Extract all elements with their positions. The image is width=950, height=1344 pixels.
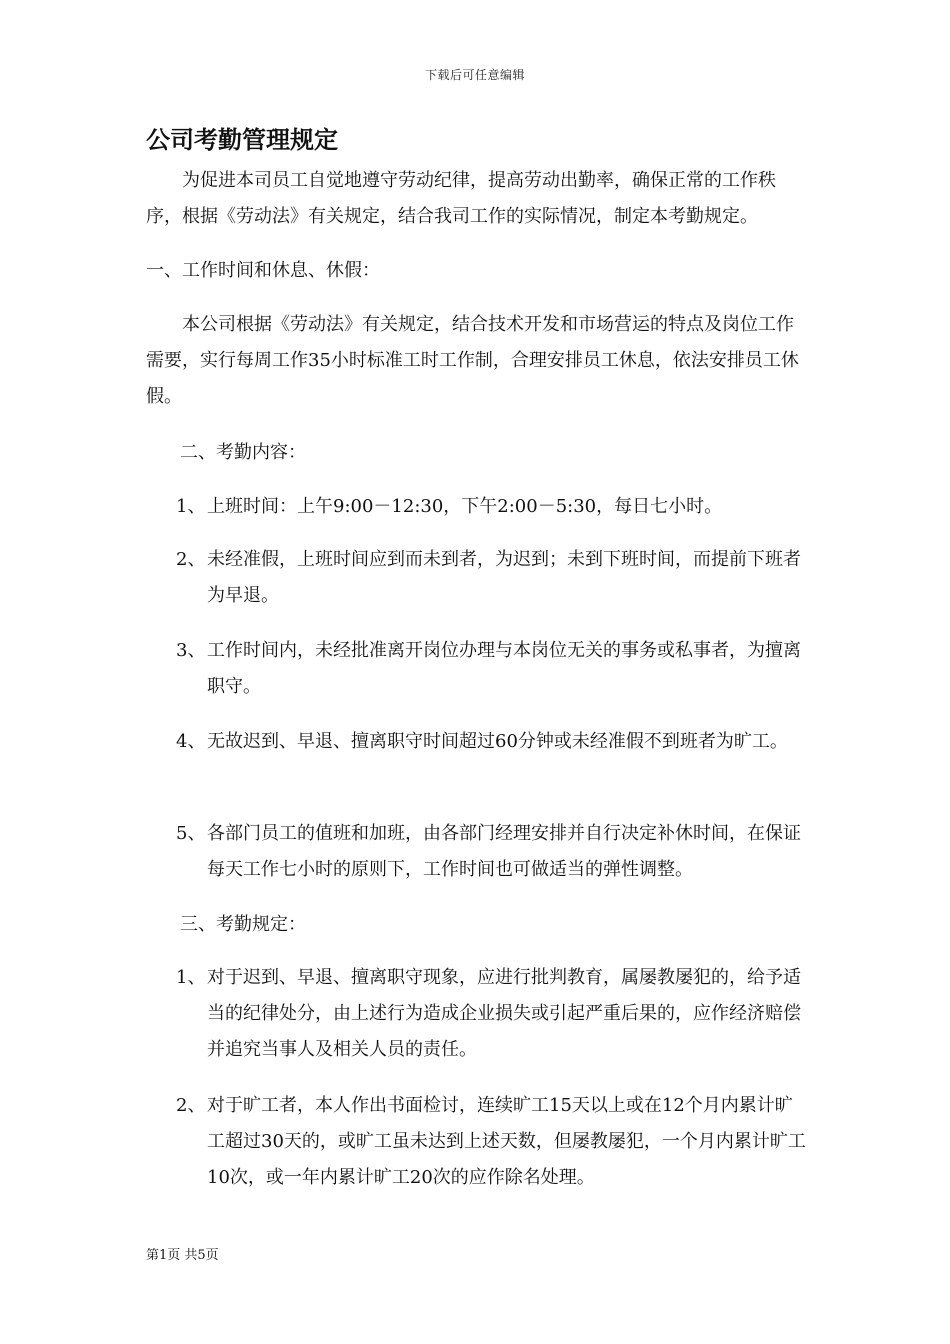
section-2-heading: 二、考勤内容： bbox=[180, 442, 306, 463]
section-3-heading: 三、考勤规定： bbox=[180, 914, 306, 935]
list-number: 4、 bbox=[176, 731, 206, 752]
list-number: 1、 bbox=[176, 496, 206, 517]
section-2-item-1 bbox=[176, 489, 808, 525]
section-3-item-1 bbox=[176, 960, 808, 1068]
list-number: 1、 bbox=[176, 967, 206, 988]
list-text: 对于迟到、早退、擅离职守现象，应进行批判教育，属屡教屡犯的，给予适当的纪律处分，由上述行为造成企业损失或引起严重后果的，应作经济赔偿并追究当事人及相关人员的责任。 bbox=[207, 967, 801, 1060]
list-text: 工作时间内，未经批准离开岗位办理与本岗位无关的事务或私事者，为擅离职守。 bbox=[207, 640, 801, 697]
list-text: 对于旷工者，本人作出书面检讨，连续旷工15天以上或在12个月内累计旷工超过30天的，或旷工虽未达到上述天数，但屡教屡犯，一个月内累计旷工10次，或一年内累计旷工20次的应作除名处理。 bbox=[207, 1095, 806, 1188]
list-text: 上班时间：上午9:00－12:30，下午2:00－5:30，每日七小时。 bbox=[207, 496, 723, 517]
list-text: 无故迟到、早退、擅离职守时间超过60分钟或未经准假不到班者为旷工。 bbox=[207, 731, 788, 752]
list-number: 2、 bbox=[176, 1095, 206, 1116]
list-number: 5、 bbox=[176, 823, 206, 844]
section-2-item-2 bbox=[176, 542, 808, 614]
list-number: 3、 bbox=[176, 640, 206, 661]
intro-paragraph: 为促进本司员工自觉地遵守劳动纪律，提高劳动出勤率，确保正常的工作秩序，根据《劳动法》有关规定，结合我司工作的实际情况，制定本考勤规定。 bbox=[146, 170, 776, 227]
list-text: 未经准假，上班时间应到而未到者，为迟到；未到下班时间，而提前下班者为早退。 bbox=[207, 549, 801, 606]
section-2-item-4 bbox=[176, 724, 808, 760]
section-2-item-3 bbox=[176, 633, 808, 705]
section-2-item-5 bbox=[176, 816, 808, 888]
section-3-item-2 bbox=[176, 1088, 808, 1196]
list-text: 各部门员工的值班和加班，由各部门经理安排并自行决定补休时间，在保证每天工作七小时的原则下，工作时间也可做适当的弹性调整。 bbox=[207, 823, 801, 880]
list-number: 2、 bbox=[176, 549, 206, 570]
header-note: 下载后可任意编辑 bbox=[424, 68, 525, 82]
document-title: 公司考勤管理规定 bbox=[146, 126, 338, 154]
section-1-heading: 一、工作时间和休息、休假： bbox=[146, 260, 380, 281]
section-1-body: 本公司根据《劳动法》有关规定，结合技术开发和市场营运的特点及岗位工作需要，实行每周工作35小时标准工时工作制，合理安排员工休息，依法安排员工休假。 bbox=[146, 314, 799, 407]
page-footer: 第1页 共5页 bbox=[146, 1248, 219, 1263]
